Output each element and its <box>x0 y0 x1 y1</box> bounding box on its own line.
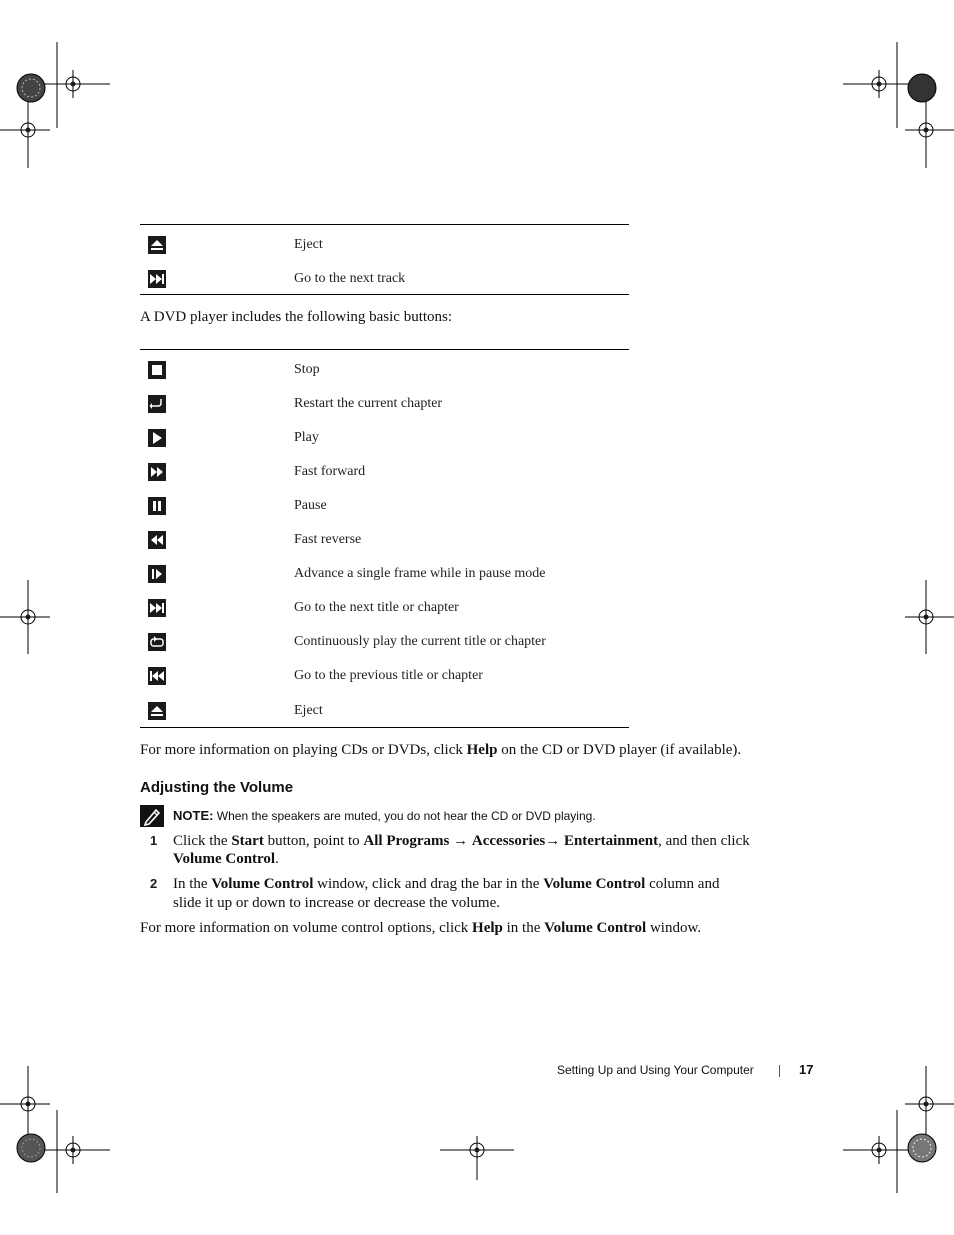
table-row <box>140 462 629 482</box>
table-row <box>140 269 629 289</box>
step-1-line-1: Click the Start button, point to All Programs → Accessories→ Entertainment, and then click <box>173 833 750 849</box>
fast-forward-icon <box>148 463 166 481</box>
row-label: Stop <box>294 362 320 377</box>
row-label: Restart the current chapter <box>294 396 443 411</box>
step-1-line-2: Volume Control. <box>173 851 279 867</box>
row-label: Advance a single frame while in pause mode <box>294 566 546 581</box>
table-row <box>140 394 629 414</box>
table-row <box>140 564 629 584</box>
fast-reverse-icon <box>148 531 166 549</box>
step-2-line-2: slide it up or down to increase or decrease the volume. <box>173 895 500 911</box>
table-row <box>140 496 629 516</box>
next-track-icon <box>148 270 166 288</box>
section-heading: Adjusting the Volume <box>140 779 294 796</box>
button-table-dvd <box>140 349 629 728</box>
row-label: Eject <box>294 237 323 252</box>
step-number: 2 <box>150 876 158 891</box>
step-2-line-1: In the Volume Control window, click and drag the bar in the Volume Control column and <box>173 876 720 892</box>
row-label: Go to the next track <box>294 271 406 286</box>
table-row <box>140 235 629 255</box>
row-label: Fast reverse <box>294 532 362 547</box>
row-label: Go to the previous title or chapter <box>294 668 483 683</box>
next-title-icon <box>148 599 166 617</box>
row-label: Continuously play the current title or chapter <box>294 634 546 649</box>
row-label: Eject <box>294 703 323 718</box>
table-row <box>140 701 629 721</box>
frame-advance-icon <box>148 565 166 583</box>
eject-icon <box>148 702 166 720</box>
play-icon <box>148 429 166 447</box>
stop-icon <box>148 361 166 379</box>
eject-icon <box>148 236 166 254</box>
volume-paragraph: For more information on volume control options, click Help in the Volume Control window. <box>140 920 702 936</box>
help-term: Help <box>466 742 498 758</box>
row-label: Fast forward <box>294 464 366 479</box>
step-number: 1 <box>150 833 158 848</box>
footer-separator <box>779 1065 780 1077</box>
previous-title-icon <box>148 667 166 685</box>
row-label: Play <box>294 430 319 445</box>
row-label: Pause <box>294 498 327 513</box>
table-row <box>140 530 629 550</box>
table-row <box>140 632 629 652</box>
button-table-top <box>140 224 629 295</box>
table-row <box>140 360 629 380</box>
repeat-icon <box>148 633 166 651</box>
help-paragraph: For more information on playing CDs or DVDs, click Help on the CD or DVD player (if available). <box>140 742 742 758</box>
footer-section-title: Setting Up and Using Your Computer <box>557 1063 754 1077</box>
note-pencil-icon <box>140 805 164 827</box>
dvd-intro: A DVD player includes the following basic buttons: <box>140 309 453 325</box>
pause-icon <box>148 497 166 515</box>
row-label: Go to the next title or chapter <box>294 600 459 615</box>
page-number: 17 <box>799 1062 814 1077</box>
table-row <box>140 666 629 686</box>
note-text: NOTE: When the speakers are muted, you do not hear the CD or DVD playing. <box>173 808 596 823</box>
table-row <box>140 598 629 618</box>
restart-chapter-icon <box>148 395 166 413</box>
note-label: NOTE: <box>173 808 214 823</box>
table-row <box>140 428 629 448</box>
